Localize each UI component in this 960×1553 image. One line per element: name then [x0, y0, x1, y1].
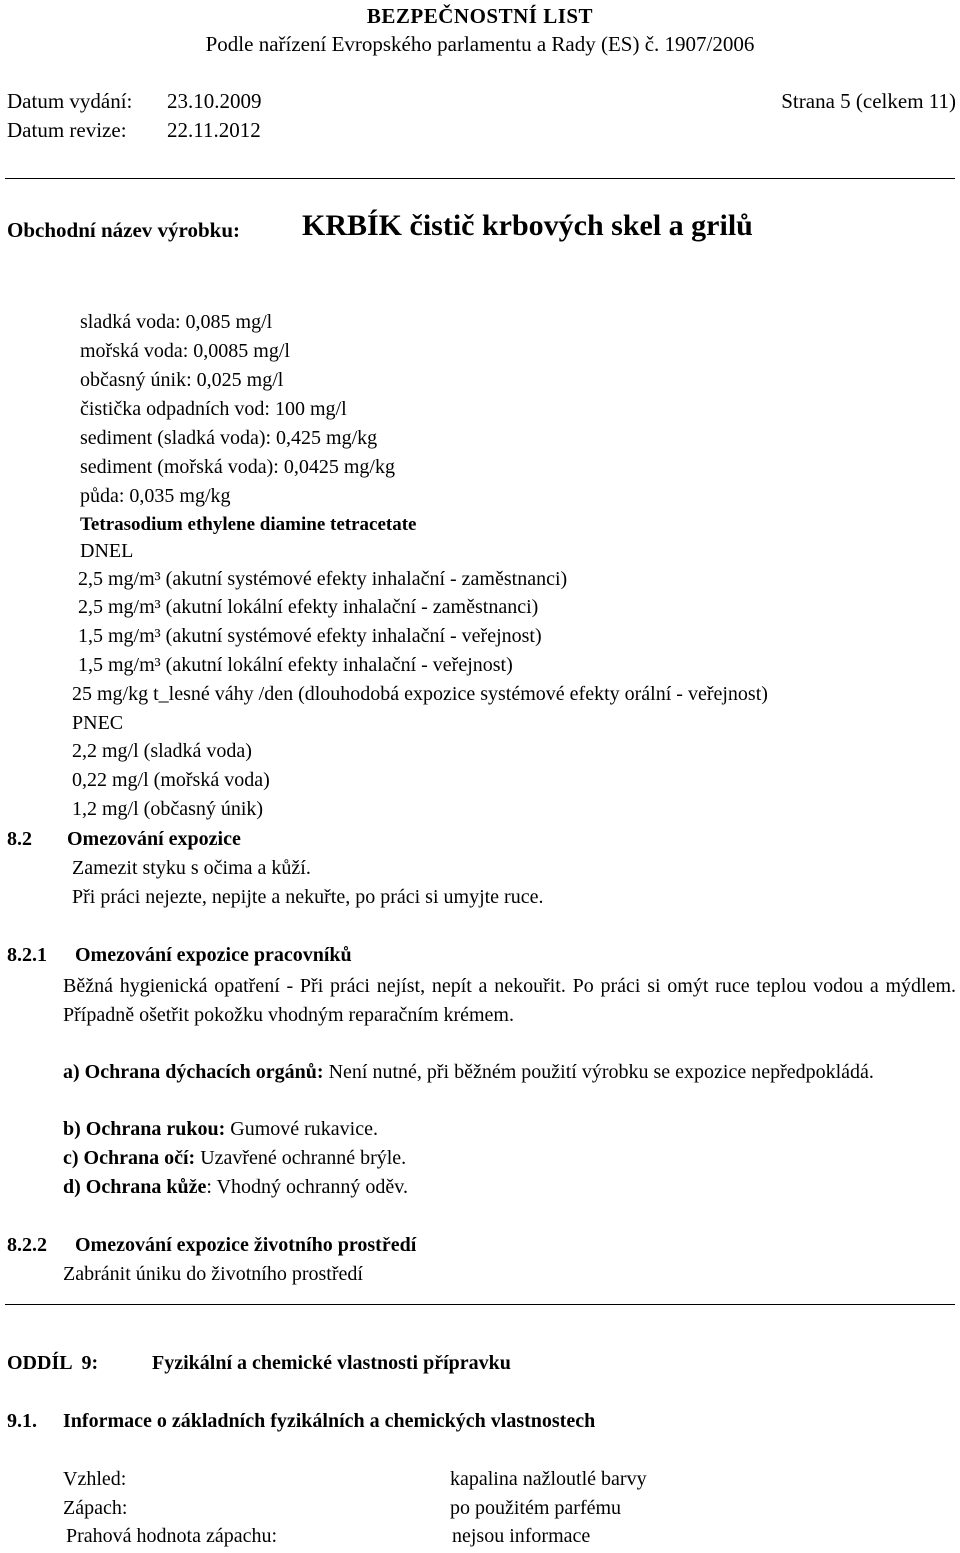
hand-protection — [63, 1118, 378, 1141]
body-line: Zabránit úniku do životního prostředí — [63, 1263, 363, 1285]
pnec-item: mořská voda: 0,0085 mg/l — [80, 340, 290, 362]
document-title: BEZPEČNOSTNÍ LIST — [366, 4, 594, 28]
substance-name: Tetrasodium ethylene diamine tetracetate — [80, 514, 417, 535]
issue-date: 23.10.2009 — [167, 89, 262, 113]
section-number: 8.2 — [7, 828, 32, 850]
respiratory-protection-text: Není nutné, při běžném použití výrobku se expozice nepředpokládá. — [323, 1061, 874, 1083]
dnel-item: 1,5 mg/m³ (akutní lokální efekty inhalační - veřejnost) — [78, 654, 513, 676]
dnel-item: 1,5 mg/m³ (akutní systémové efekty inhalační - veřejnost) — [78, 625, 542, 647]
page-number: Strana 5 (celkem 11) — [781, 89, 956, 113]
section-title: Omezování expozice životního prostředí — [75, 1234, 417, 1256]
body-line: Zamezit styku s očima a kůží. — [72, 857, 311, 879]
property-value: nejsou informace — [452, 1525, 591, 1547]
property-value: po použitém parfému — [450, 1497, 622, 1519]
product-name-label: Obchodní název výrobku: — [7, 218, 240, 242]
pnec-item: sediment (sladká voda): 0,425 mg/kg — [80, 427, 378, 449]
hand-protection-label: b) Ochrana rukou: — [63, 1118, 226, 1140]
section-label: ODDÍL 9: — [7, 1352, 99, 1374]
eye-protection-label: c) Ochrana očí: — [63, 1147, 196, 1169]
section-number: 9.1. — [7, 1410, 37, 1432]
pnec-item: sladká voda: 0,085 mg/l — [80, 311, 273, 333]
product-name: KRBÍK čistič krbových skel a grilů — [302, 209, 753, 242]
header-divider — [5, 178, 955, 179]
body-line: Při práci nejezte, nepijte a nekuřte, po práci si umyjte ruce. — [72, 886, 544, 908]
dnel-item: 2,5 mg/m³ (akutní lokální efekty inhalační - zaměstnanci) — [78, 596, 539, 618]
property-value: kapalina nažloutlé barvy — [450, 1468, 647, 1490]
skin-protection-text: : Vhodný ochranný oděv. — [206, 1176, 408, 1198]
respiratory-protection-label: a) Ochrana dýchacích orgánů: — [63, 1061, 324, 1083]
dnel-item: 25 mg/kg t_lesné váhy /den (dlouhodobá expozice systémové efekty orální - veřejnost) — [72, 683, 768, 705]
pnec-item: sediment (mořská voda): 0,0425 mg/kg — [80, 456, 395, 478]
pnec-value: 0,22 mg/l (mořská voda) — [72, 769, 270, 791]
pnec-item: čistička odpadních vod: 100 mg/l — [80, 398, 347, 420]
property-label: Vzhled: — [63, 1468, 127, 1490]
section-title: Omezování expozice pracovníků — [75, 944, 352, 966]
revision-date-label: Datum revize: — [7, 118, 127, 142]
pnec-label: PNEC — [72, 712, 124, 734]
section-title: Omezování expozice — [67, 828, 241, 850]
regulation-subtitle: Podle nařízení Evropského parlamentu a Rady (ES) č. 1907/2006 — [205, 32, 755, 56]
dnel-label: DNEL — [80, 540, 134, 562]
hand-protection-text: Gumové rukavice. — [225, 1118, 378, 1140]
pnec-value: 2,2 mg/l (sladká voda) — [72, 740, 252, 762]
pnec-item: občasný únik: 0,025 mg/l — [80, 369, 284, 391]
issue-date-label: Datum vydání: — [7, 89, 133, 113]
skin-protection-label: d) Ochrana kůže — [63, 1176, 207, 1198]
section-title: Fyzikální a chemické vlastnosti přípravku — [152, 1352, 511, 1374]
skin-protection — [63, 1176, 408, 1199]
pnec-value: 1,2 mg/l (občasný únik) — [72, 798, 264, 820]
pnec-item: půda: 0,035 mg/kg — [80, 485, 231, 507]
respiratory-protection — [63, 1058, 956, 1087]
eye-protection — [63, 1147, 406, 1170]
revision-date: 22.11.2012 — [167, 118, 261, 142]
section-number: 8.2.1 — [7, 944, 47, 966]
section-divider — [5, 1304, 955, 1305]
hygiene-paragraph: Běžná hygienická opatření - Při práci nejíst, nepít a nekouřit. Po práci si omýt ruce teplou vodou a mýdlem. Případně ošetřit pokožku vhodným reparačním krémem. — [63, 975, 956, 1026]
dnel-item: 2,5 mg/m³ (akutní systémové efekty inhalační - zaměstnanci) — [78, 568, 568, 590]
property-label: Zápach: — [63, 1497, 128, 1519]
property-label: Prahová hodnota zápachu: — [66, 1525, 278, 1547]
section-title: Informace o základních fyzikálních a chemických vlastnostech — [63, 1410, 596, 1432]
eye-protection-text: Uzavřené ochranné brýle. — [195, 1147, 407, 1169]
section-number: 8.2.2 — [7, 1234, 47, 1256]
